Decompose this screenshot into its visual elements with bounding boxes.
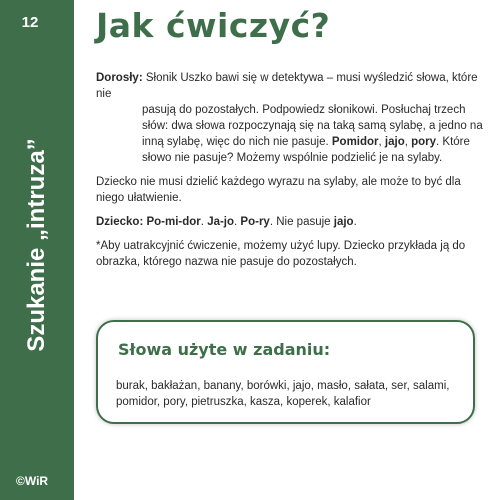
sidebar-title: Szukanie „intruza” bbox=[23, 138, 50, 352]
example-word-1: Pomidor bbox=[331, 136, 379, 148]
child-answer: jajo bbox=[333, 216, 354, 228]
sidebar bbox=[0, 0, 74, 500]
adult-instruction-rest: pasują do pozostałych. Podpowiedz słonikowi. Posłuchaj trzech słów: dwa słowa rozpoczynają się na taką samą sylabę, a jedno na inną sylabę, więc do nich nie pasuje. Pomidor, jajo, pory. Które słowo nie pasuje? Możemy wspólnie podzielić je na sylaby. bbox=[142, 104, 483, 164]
magnifier-tip: *Aby uatrakcyjnić ćwiczenie, możemy użyć lupy. Dziecko przykłada ją do obrazka, którego nazwa nie pasuje do pozostałych. bbox=[96, 240, 466, 268]
example-word-2: jajo bbox=[384, 136, 405, 148]
page-number: 12 bbox=[21, 14, 39, 31]
copyright: ©WiR bbox=[16, 474, 49, 488]
sidebar-title-wrap bbox=[0, 0, 74, 500]
adult-text-1: Słonik Uszko bawi się w detektywa – musi wyśledzić słowa, które nie bbox=[96, 72, 478, 100]
adult-text-3: . Które słowo nie pasuje? Możemy wspólnie podzielić je na sylaby. bbox=[142, 136, 470, 164]
child-text: . Nie pasuje bbox=[269, 216, 334, 228]
words-list: burak, bakłażan, banany, borówki, jajo, masło, sałata, ser, salami, pomidor, pory, pietruszka, kasza, koperek, kalafior bbox=[116, 380, 450, 408]
adult-instruction-line1 bbox=[96, 70, 488, 102]
adult-label: Dorosły: bbox=[96, 72, 143, 84]
child-label: Dziecko: Po-mi-dor bbox=[96, 216, 201, 228]
syllable-note: Dziecko nie musi dzielić każdego wyrazu na sylaby, ale może to być dla niego ułatwienie. bbox=[96, 176, 461, 204]
adult-text-2: pasują do pozostałych. Podpowiedz słonikowi. Posłuchaj trzech słów: dwa słowa rozpoczynają się na taką samą sylabę, a jedno na inną sylabę, więc do nich nie pasuje. bbox=[142, 104, 483, 148]
instructions bbox=[96, 70, 488, 278]
child-syllables-3: Po-ry bbox=[240, 216, 270, 228]
child-answer-line: Dziecko: Po-mi-dor. Ja-jo. Po-ry. Nie pasuje jajo. bbox=[96, 216, 357, 228]
words-box bbox=[96, 320, 475, 424]
words-box-title: Słowa użyte w zadaniu: bbox=[118, 340, 331, 359]
example-word-3: pory bbox=[411, 136, 437, 148]
page-title: Jak ćwiczyć? bbox=[96, 6, 331, 45]
child-syllables-2: Ja-jo bbox=[207, 216, 235, 228]
